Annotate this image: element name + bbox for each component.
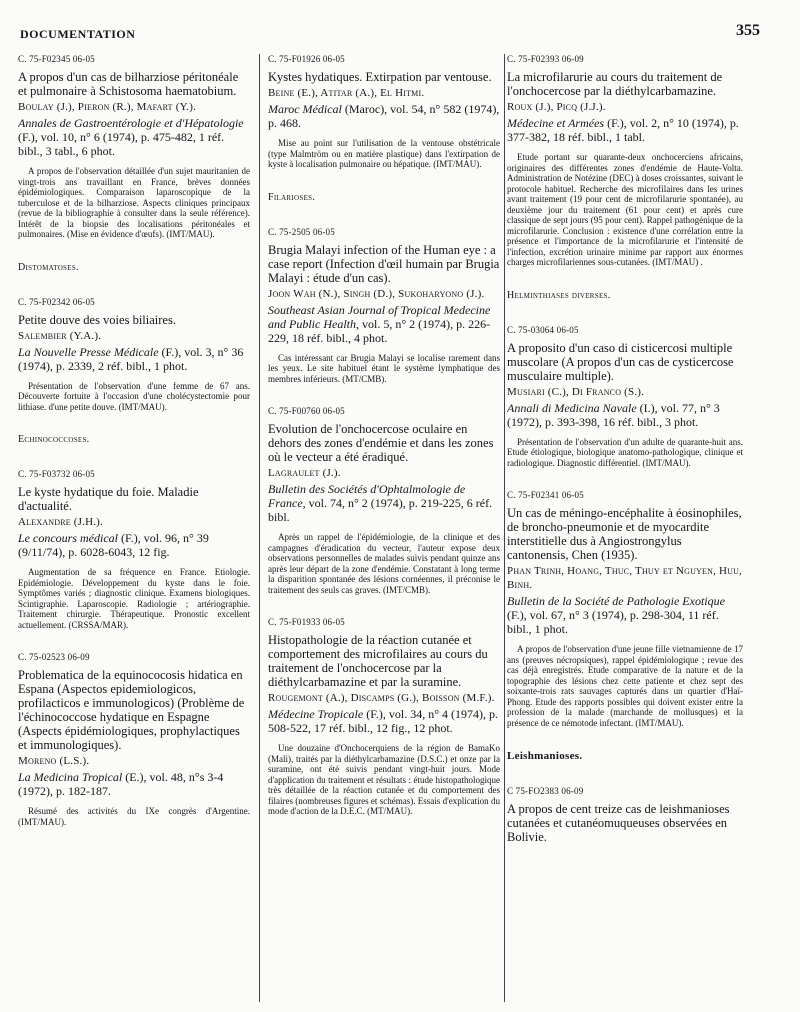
column-2	[268, 54, 500, 1004]
source-details: (F.), vol. 67, n° 3 (1974), p. 298-304, 11 réf. bibl., 1 phot.	[507, 608, 719, 636]
source-details: (F.), vol. 34, n° 4 (1974), p. 508-522, 17 réf. bibl., 12 fig., 12 phot.	[268, 707, 499, 735]
bibliography-entry	[507, 54, 743, 268]
page-number: 355	[736, 22, 760, 39]
entry-source	[18, 770, 250, 798]
journal-name: Médecine et Armées	[507, 116, 605, 130]
journal-name: Le concours médical	[18, 531, 118, 545]
entry-title: Evolution de l'onchocercose oculaire en dehors des zones d'endémie et dans les zones où le vecteur a été éradiqué.	[268, 422, 494, 464]
entry-title: Un cas de méningo-encéphalite à éosinophiles, de broncho-pneumonie et de myocardite interstitielle dus à Angiostrongylus cantonensis, Chen (1935).	[507, 506, 742, 562]
entry-code: C. 75-F02393 06-09	[507, 54, 584, 64]
entry-abstract: A propos de l'observation d'une jeune fille vietnamienne de 17 ans (preuves nécropsiques), rappel épidémiologique ; revue des cas déjà enregistrés. Etude comparative de la nature et de la topographie des lésions chez cette patiente et chez sept des soixante-trois rats sauvages capturés dans un quartier d'Haï-Phong. Etude des rapports possibles qui doivent exister entre la profession de la malade (marchande de mollusques) et la présence de ce némotode infectant. (IMT/MAU).	[507, 644, 743, 728]
entry-title: Brugia Malayi infection of the Human eye : a case report (Infection d'œil humain par Brugia Malayi : étude d'un cas).	[268, 242, 500, 285]
journal-name: Southeast Asian Journal of Tropical Medecine and Public Health	[268, 302, 491, 331]
section-heading: Echinococcoses.	[18, 434, 90, 445]
entry-source	[268, 102, 500, 130]
entry-code: C. 75-F02345 06-05	[18, 54, 95, 64]
column-1	[18, 54, 250, 1004]
entry-authors: Rougemont (A.), Discamps (G.), Boisson (M.F.).	[268, 692, 495, 704]
journal-name: La Medicina Tropical	[18, 770, 123, 784]
bibliography-entry	[18, 297, 250, 413]
bibliography-entry	[268, 227, 500, 385]
entry-authors: Lagraulet (J.).	[268, 467, 341, 479]
entry-code: C. 75-02523 06-09	[18, 652, 90, 662]
source-details: (F.), vol. 10, n° 6 (1974), p. 475-482, 1 réf. bibl., 3 tabl., 6 phot.	[18, 130, 225, 158]
source-details: (F.), vol. 3, n° 36 (1974), p. 2339, 2 réf. bibl., 1 phot.	[18, 344, 244, 373]
entry-code: C. 75-03064 06-05	[507, 324, 579, 335]
source-details: (I.), vol. 77, n° 3 (1972), p. 393-398, 16 réf. bibl., 3 phot.	[507, 400, 720, 429]
column-divider	[504, 54, 505, 1002]
entry-abstract: Résumé des activités du IXe congrès d'Argentine. (IMT/MAU).	[18, 806, 250, 827]
source-details: , vol. 74, n° 2 (1974), p. 219-225, 6 réf. bibl.	[268, 496, 493, 524]
bibliography-entry	[18, 469, 250, 630]
entry-abstract: Une douzaine d'Onchocerquiens de la région de BamaKo (Mali), traités par la diéthylcarbamazine (D.S.C.) et onze par la suramine, ont été suivis pendant vingt-huit jours. Mode d'application du traitement et résultats : étude histopathologique très détaillée de la réaction cutanée et du comportement des filaires (nombreuses figures et schémas). Essais d'explication du mode d'action de la D.E.C. (MT/MAU).	[268, 743, 500, 816]
running-head: DOCUMENTATION	[20, 27, 136, 41]
entry-abstract: Etude portant sur quarante-deux onchocerciens africains, originaires des différentes zones d'endémie de Haute-Volta. Administration de Notézine (DEC) à doses croissantes, suivant le protocole habituel. Recherche des microfilaires dans les urines avant traitement (19 pour cent de microfilarurie spontanée), au deuxième jour du traitement (61 pour cent) et après cure classique de sept jours (95 pour cent). Rappel pathogénique de la microfilarurie. Conclusion : existence d'une corrélation entre la présence et l'importance de la microfilarurie et l'intensité de l'infection, excrétion urinaire minime par rapport aux énormes charges microfilariennes sous-cutanées. (IMT/MAU) .	[507, 152, 743, 267]
journal-name: Annales de Gastroentérologie et d'Hépatologie	[18, 116, 244, 130]
entry-authors: Moreno (L.S.).	[18, 755, 90, 767]
entry-source	[18, 116, 250, 158]
source-details: (F.), vol. 96, n° 39 (9/11/74), p. 6028-6043, 12 fig.	[18, 531, 209, 559]
entry-abstract: Augmentation de sa fréquence en France. Etiologie. Epidémiologie. Développement du kyste dans le foie. Symptômes variés ; diagnostic clinique. Examens biologiques. Scintigraphie. Laparoscopie. Radiologie ; artériographie. Traitement chirurgie. Thérapeutique. Pronostic excellent actuellement. (CRSSA/MAR).	[18, 567, 250, 630]
entry-code: C. 75-F01933 06-05	[268, 617, 345, 627]
entry-source	[18, 345, 250, 373]
entry-source	[268, 707, 500, 735]
entry-source	[507, 116, 743, 144]
entry-source	[507, 401, 743, 429]
entry-code: C. 75-F00760 06-05	[268, 406, 345, 416]
journal-name: Médecine Tropicale	[268, 707, 364, 721]
journal-name: La Nouvelle Presse Médicale	[18, 344, 159, 359]
page-header	[0, 0, 800, 50]
bibliography-entry	[507, 786, 743, 844]
entry-abstract: Mise au point sur l'utilisation de la ventouse obstétricale (type Malmtröm ou en matière plastique) dans l'extirpation de kyste à localisation pulmonaire ou hépatique. (IMT/MAU).	[268, 138, 500, 169]
source-details: (F.), vol. 2, n° 10 (1974), p. 377-382, 18 réf. bibl., 1 tabl.	[507, 116, 739, 144]
entry-code: C. 75-F02341 06-05	[507, 490, 584, 500]
column-divider	[259, 54, 260, 1002]
entry-title: A proposito d'un caso di cisticercosi multiple muscolare (A propos d'un cas de cysticercose musculaire multiple).	[507, 340, 734, 383]
entry-abstract: Après un rappel de l'épidémiologie, de la clinique et des campagnes d'éradication du vecteur, l'auteur expose deux observations personnelles de malades suivis pendant quinze ans après leur départ de la zone d'endémie. Constatant à long terme la disparition spontanée des lésions cornéennes, il préconise le traitement des seuls cas graves. (IMT/CMB).	[268, 532, 500, 595]
entry-title: Petite douve des voies biliaires.	[18, 312, 176, 327]
entry-code: C 75-FO2383 06-09	[507, 786, 584, 796]
entry-title: Problematica de la equinococosis hidatica en Espana (Aspectos epidemiologicos, profilacticos e immunologicos) (Problème de l'échinococcose hydatique en Espagne (Aspects épidémiologiques, prophylactiques et immunologiques).	[18, 668, 245, 752]
entry-title: Kystes hydatiques. Extirpation par ventouse.	[268, 70, 492, 84]
bibliography-entry	[507, 325, 743, 469]
entry-title: La microfilarurie au cours du traitement de l'onchocercose par la diéthylcarbamazine.	[507, 70, 723, 98]
section-heading: Distomatoses.	[18, 261, 79, 273]
entry-authors: Salembier (Y.A.).	[18, 329, 102, 342]
bibliography-entry	[18, 54, 250, 240]
entry-authors: Alexandre (J.H.).	[18, 516, 104, 528]
entry-title: A propos d'un cas de bilharziose péritonéale et pulmonaire à Schistosoma haematobium.	[18, 70, 239, 98]
entry-authors: Beine (E.), Atitar (A.), El Hitmi.	[268, 87, 425, 99]
bibliography-entry	[268, 54, 500, 170]
bibliography-entry	[507, 490, 743, 728]
entry-code: C. 75-2505 06-05	[268, 226, 335, 237]
bibliography-entry	[268, 406, 500, 595]
source-details: (Maroc), vol. 54, n° 582 (1974), p. 468.	[268, 102, 500, 130]
entry-code: C. 75-F03732 06-05	[18, 469, 95, 479]
entry-authors: Roux (J.), Picq (J.J.).	[507, 101, 606, 113]
section-heading: Helminthiases diverses.	[507, 289, 611, 301]
entry-code: C. 75-F01926 06-05	[268, 54, 345, 64]
source-details: , vol. 5, n° 2 (1974), p. 226-229, 18 réf. bibl., 4 phot.	[268, 316, 491, 345]
entry-source	[507, 594, 743, 636]
journal-name: Annali di Medicina Navale	[507, 400, 637, 415]
entry-authors: Phan Trinh, Hoang, Thuc, Thuy et Nguyen, Huu, Binh.	[507, 565, 743, 591]
entry-source	[18, 531, 250, 559]
section-heading: Leishmanioses.	[507, 750, 583, 762]
source-details: (E.), vol. 48, n°s 3-4 (1972), p. 182-187.	[18, 770, 224, 798]
entry-code: C. 75-F02342 06-05	[18, 296, 95, 307]
entry-title: Histopathologie de la réaction cutanée et comportement des microfilaires au cours du traitement de l'onchocercose par la diéthylcarbamazine et par la suramine.	[268, 633, 488, 689]
journal-name: Bulletin de la Société de Pathologie Exotique	[507, 594, 725, 608]
entry-abstract: A propos de l'observation détaillée d'un sujet mauritanien de vingt-trois ans travaillant en France, brèves données épidémiologiques. Comparaison laparoscopique de la tuberculose et de la bilharziose. Aspects cliniques principaux (revue de la bibliographie à consulter dans la seule référence). Intérêt de la biopsie des localisations péritonéales et pulmonaires. (Mise en évidence d'œufs). (IMT/MAU).	[18, 166, 250, 239]
journal-name: Maroc Médical	[268, 102, 342, 116]
entry-authors: Boulay (J.), Pieron (R.), Mafart (Y.).	[18, 101, 197, 113]
entry-authors: Joon Wah (N.), Singh (D.), Sukoharyono (J.).	[268, 287, 485, 300]
bibliography-entry	[268, 617, 500, 817]
entry-title: A propos de cent treize cas de leishmanioses cutanées et cutanéomuqueuses observées en Bolivie.	[507, 802, 730, 844]
entry-source	[268, 303, 500, 345]
entry-abstract: Présentation de l'observation d'un adulte de quarante-huit ans. Etude étiologique, biologique anatomo-pathologique, clinique et radiologique. Diagnostic différentiel. (IMT/MAU).	[507, 436, 743, 468]
journal-name: Bulletin des Sociétés d'Ophtalmologie de France	[268, 482, 466, 510]
column-3	[507, 54, 743, 1004]
entry-title: Le kyste hydatique du foie. Maladie d'actualité.	[18, 485, 199, 513]
section-heading: Filarioses.	[268, 191, 316, 203]
entry-abstract: Cas intéressant car Brugia Malayi se localise rarement dans les yeux. Le site habituel étant le système lymphatique des membres inférieurs. (MT/CMB).	[268, 352, 500, 384]
entry-abstract: Présentation de l'observation d'une femme de 67 ans. Découverte fortuite à l'occasion d'une cholécystectomie pour lithiase. d'une petite douve. (IMT/MAU).	[18, 380, 250, 412]
bibliography-entry	[18, 652, 250, 827]
entry-authors: Musiari (C.), Di Franco (S.).	[507, 385, 645, 398]
entry-source	[268, 482, 500, 524]
